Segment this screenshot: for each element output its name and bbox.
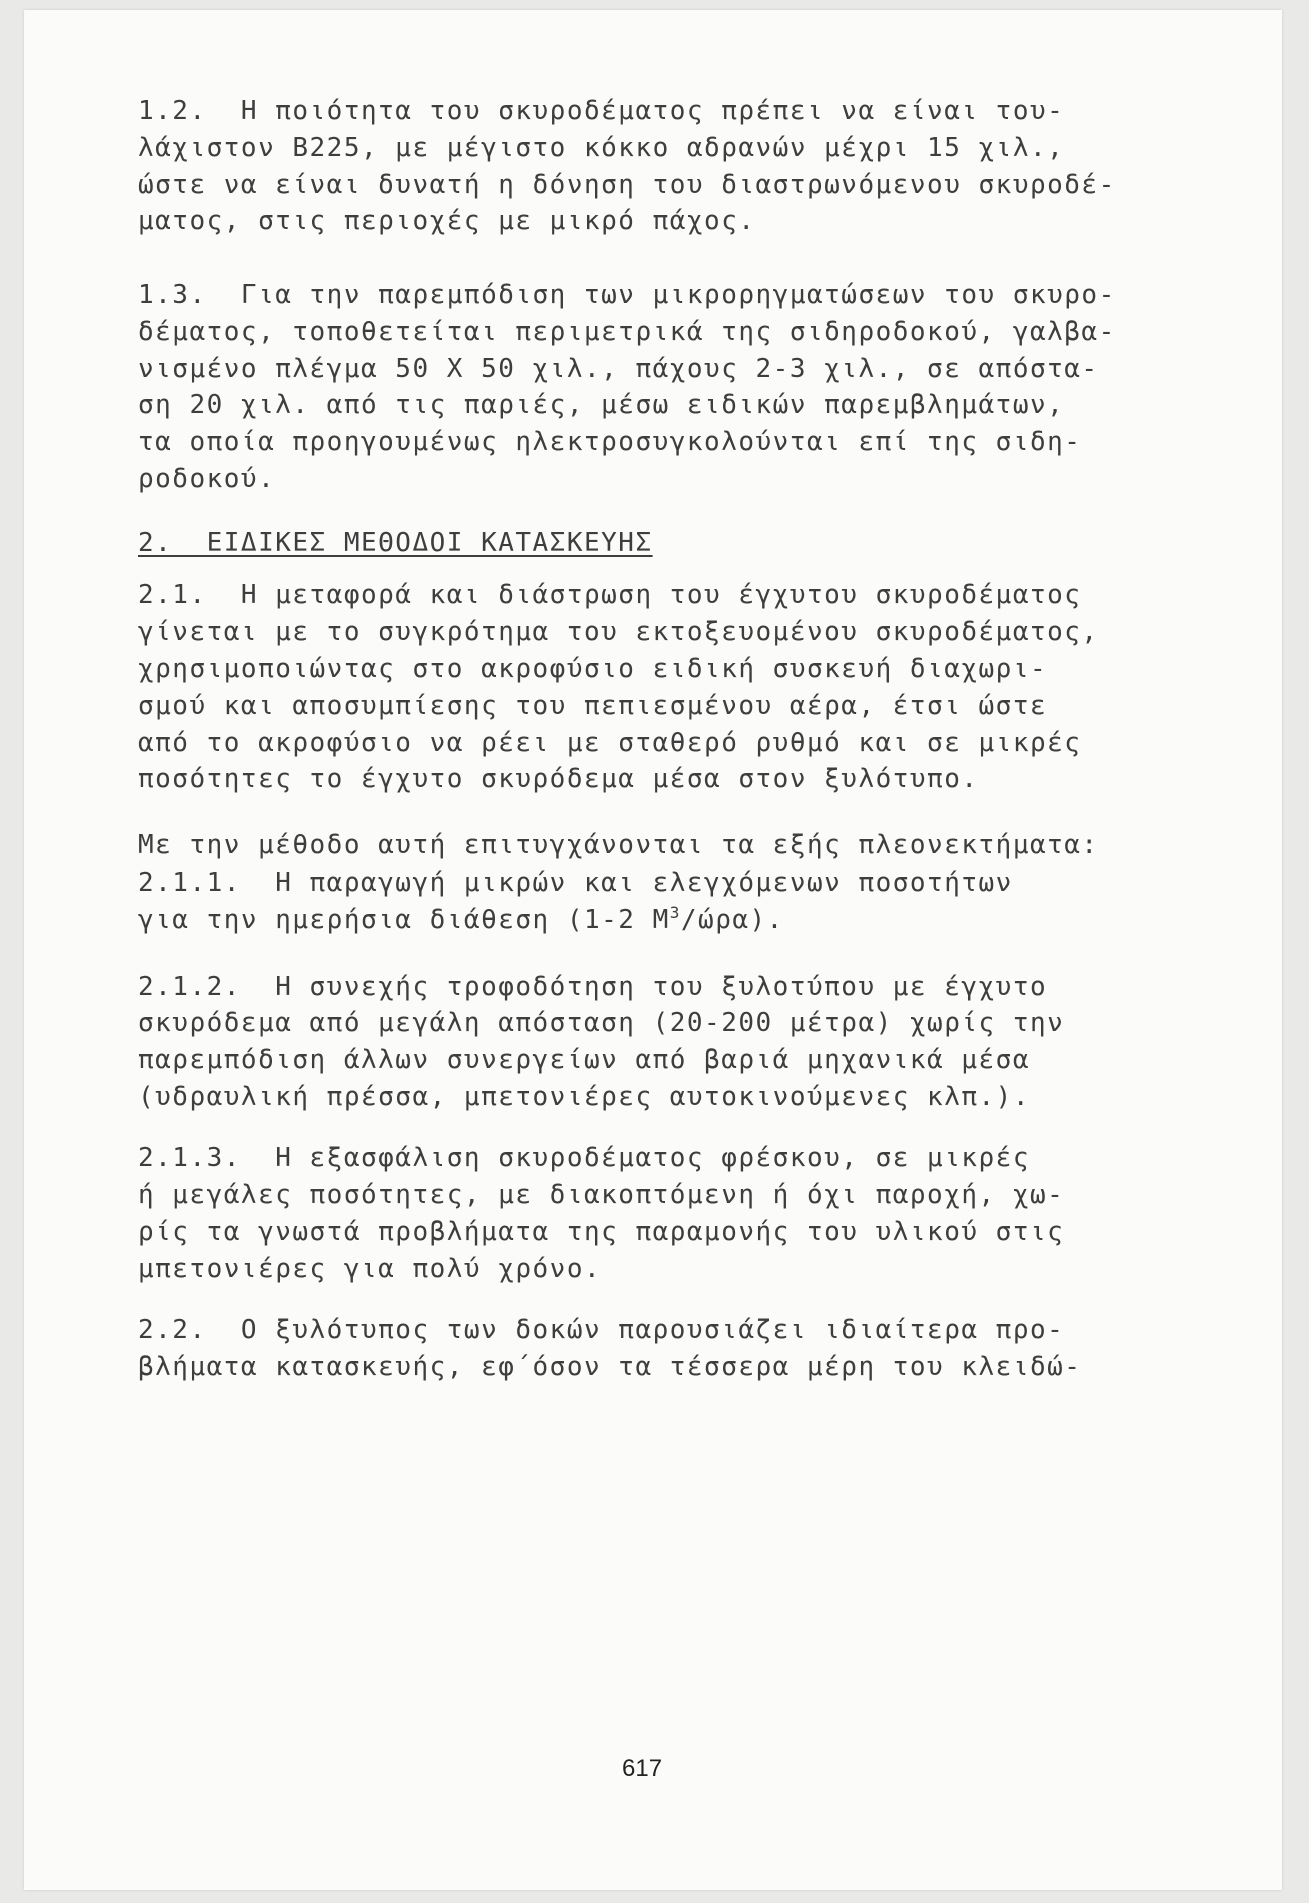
text-line: από το ακροφύσιο να ρέει με σταθερό ρυθμό και σε μικρές	[138, 728, 1082, 758]
text-line: ή μεγάλες ποσότητες, με διακοπτόμενη ή όχι παροχή, χω-	[138, 1180, 1065, 1210]
text-line: χρησιμοποιώντας στο ακροφύσιο ειδική συσκευή διαχωρι-	[138, 654, 1048, 684]
text-line: 1.3. Για την παρεμπόδιση των μικρορηγματώσεων του σκυρο-	[138, 280, 1116, 310]
text-line: σμού και αποσυμπίεσης του πεπιεσμένου αέρα, έτσι ώστε	[138, 691, 1048, 721]
text-line: Με την μέθοδο αυτή επιτυγχάνονται τα εξής πλεονεκτήματα:	[138, 830, 1099, 860]
text-line: 2.1.3. Η εξασφάλιση σκυροδέματος φρέσκου, σε μικρές	[138, 1143, 1030, 1173]
text-line: νισμένο πλέγμα 50 Χ 50 χιλ., πάχους 2-3 χιλ., σε απόστα-	[138, 354, 1099, 384]
text-line: ώστε να είναι δυνατή η δόνηση του διαστρωνόμενου σκυροδέ-	[138, 170, 1116, 200]
text-line: σκυρόδεμα από μεγάλη απόσταση (20-200 μέτρα) χωρίς την	[138, 1008, 1065, 1038]
text-line: 2.1. Η μεταφορά και διάστρωση του έγχυτου σκυροδέματος	[138, 580, 1082, 610]
text-line: 2.1.2. Η συνεχής τροφοδότηση του ξυλοτύπου με έγχυτο	[138, 972, 1048, 1002]
text-line: λάχιστον Β225, με μέγιστο κόκκο αδρανών μέχρι 15 χιλ.,	[138, 133, 1065, 163]
document-page	[24, 10, 1282, 1890]
text-line: για την ημερήσια διάθεση (1-2 $M^3/ώ\rho\alpha$).	[138, 903, 784, 935]
text-line: 2.1.1. Η παραγωγή μικρών και ελεγχόμενων ποσοτήτων	[138, 868, 1013, 898]
text-line: δέματος, τοποθετείται περιμετρικά της σιδηροδοκού, γαλβα-	[138, 317, 1116, 347]
text-line: ροδοκού.	[138, 464, 276, 494]
text-line: ρίς τα γνωστά προβλήματα της παραμονής του υλικού στις	[138, 1217, 1065, 1247]
text-line: 2.2. Ο ξυλότυπος των δοκών παρουσιάζει ιδιαίτερα προ-	[138, 1315, 1065, 1345]
section-heading: 2. ΕΙΔΙΚΕΣ ΜΕΘΟΔΟΙ ΚΑΤΑΣΚΕΥΗΣ	[138, 528, 653, 558]
text-line: μπετονιέρες για πολύ χρόνο.	[138, 1254, 602, 1284]
text-line: βλήματα κατασκευής, εφ΄όσον τα τέσσερα μέρη του κλειδώ-	[138, 1352, 1082, 1382]
superscript: 3	[669, 903, 681, 922]
text-line: 1.2. Η ποιότητα του σκυροδέματος πρέπει να είναι του-	[138, 96, 1065, 126]
text-line: τα οποία προηγουμένως ηλεκτροσυγκολούνται επί της σιδη-	[138, 427, 1082, 457]
text-line: γίνεται με το συγκρότημα του εκτοξευομένου σκυροδέματος,	[138, 617, 1099, 647]
text-line: παρεμπόδιση άλλων συνεργείων από βαριά μηχανικά μέσα	[138, 1045, 1030, 1075]
text-line: ματος, στις περιοχές με μικρό πάχος.	[138, 206, 756, 236]
text-line: (υδραυλική πρέσσα, μπετονιέρες αυτοκινούμενες κλπ.).	[138, 1082, 1030, 1112]
text-line: ποσότητες το έγχυτο σκυρόδεμα μέσα στον ξυλότυπο.	[138, 764, 979, 794]
page-number: 617	[622, 1755, 663, 1782]
text-line: ση 20 χιλ. από τις παριές, μέσω ειδικών παρεμβλημάτων,	[138, 390, 1065, 420]
